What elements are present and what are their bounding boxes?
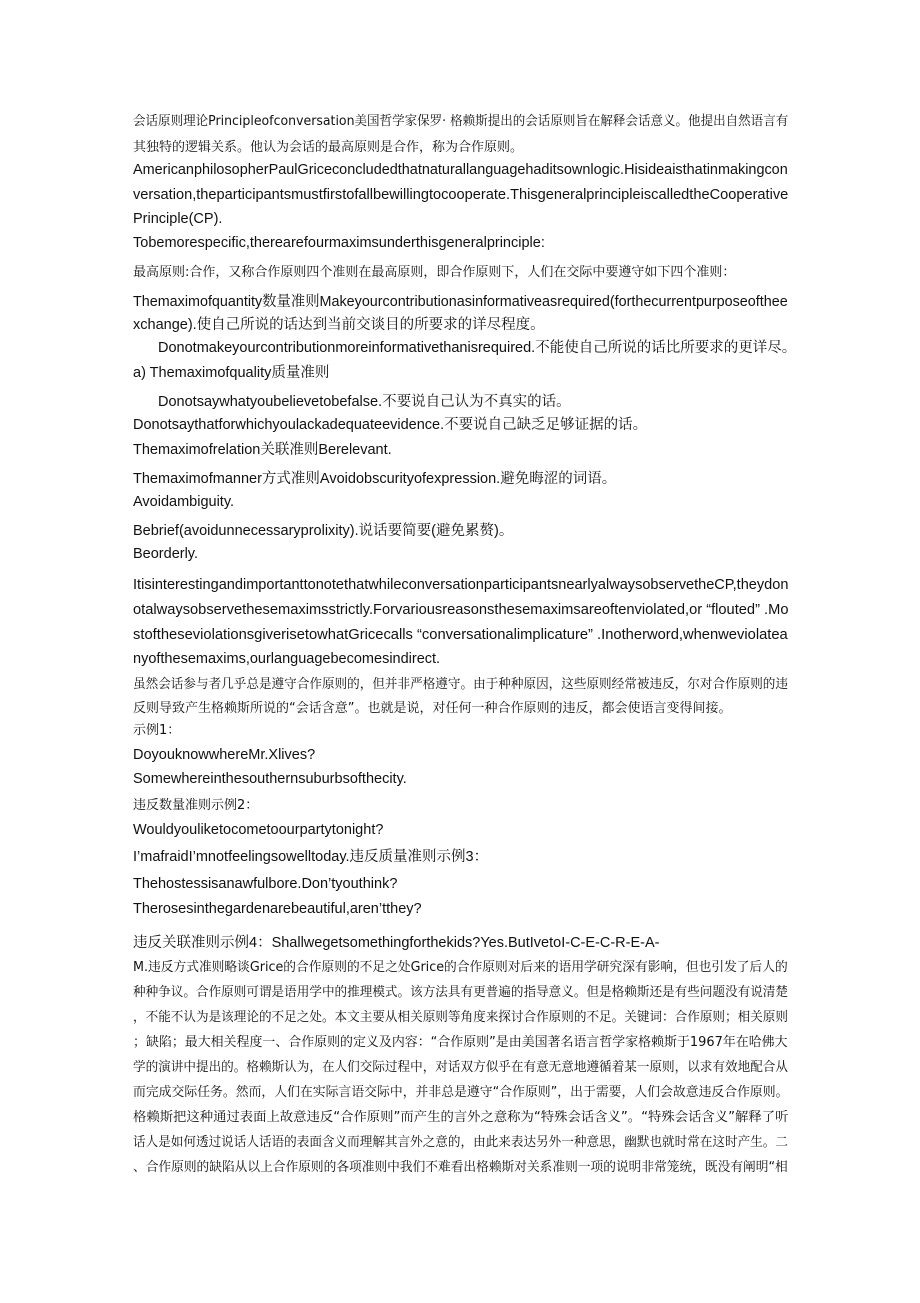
text-line: Somewhereinthesouthernsuburbsofthecity. [133, 771, 407, 787]
text-line: Donotsaywhatyoubelievetobefalse.不要说自己认为不真实的话。 [158, 394, 571, 410]
text-line: DoyouknowwhereMr.Xlives? [133, 747, 316, 763]
text-line: 违反数量准则示例2： [133, 798, 259, 813]
text-line: nyofthesemaxims,ourlanguagebecomesindirect. [133, 651, 441, 667]
text-line: AmericanphilosopherPaulGriceconcludedthatnaturallanguagehaditsownlogic.Hisideaisthatinmakingcon [133, 162, 788, 178]
text-line: 学的演讲中提出的。格赖斯认为，在人们交际过程中，对话双方似乎在有意无意地遵循着某一原则，以求有效地配合从 [133, 1060, 789, 1075]
text-line: ItisinterestingandimportanttonotethatwhileconversationparticipantsnearlyalwaysobservetheCP,theydon [133, 577, 789, 593]
text-line: Donotmakeyourcontributionmoreinformativethanisrequired.不能使自己所说的话比所要求的更详尽。 [158, 340, 797, 356]
text-line: 违反关联准则示例4：Shallwegetsomethingforthekids?Yes.ButIvetoI-C-E-C-R-E-A- [133, 935, 660, 951]
text-line: 而完成交际任务。然而，人们在实际言语交际中，并非总是遵守“合作原则”，出于需要，人们会故意违反合作原则。 [133, 1085, 789, 1100]
text-line: 、合作原则的缺陷从以上合作原则的各项准则中我们不难看出格赖斯对关系准则一项的说明非常笼统，既没有阐明“相 [133, 1160, 788, 1175]
text-line: ；缺陷；最大相关程度一、合作原则的定义及内容：“合作原则”是由美国著名语言哲学家格赖斯于1967年在哈佛大 [133, 1035, 788, 1050]
text-line: versation,theparticipantsmustfirstofallbewillingtocooperate.ThisgeneralprincipleiscalledtheCooperative [133, 187, 789, 203]
text-line: I’mafraidI’mnotfeelingsowelltoday.违反质量准则示例3： [133, 849, 489, 865]
text-line: a) Themaximofquality质量准则 [133, 365, 330, 381]
text-line: ，不能不认为是该理论的不足之处。本文主要从相关原则等角度来探讨合作原则的不足。关键词：合作原则；相关原则 [133, 1010, 789, 1025]
text-line: Thehostessisanawfulbore.Don’tyouthink? [133, 876, 398, 892]
text-line: 示例1： [133, 723, 181, 738]
text-line: Themaximofmanner方式准则Avoidobscurityofexpression.避免晦涩的词语。 [133, 471, 617, 487]
text-line: 格赖斯把这种通过表面上故意违反“合作原则”而产生的言外之意称为“特殊会话含义”。“特殊会话含义”解释了听 [133, 1110, 789, 1125]
text-line: Therosesinthegardenarebeautiful,aren’tthey? [133, 901, 422, 917]
text-line: 反则导致产生格赖斯所说的“会话含意”。也就是说，对任何一种合作原则的违反，都会使语言变得间接。 [133, 701, 732, 716]
text-line: Bebrief(avoidunnecessaryprolixity).说话要简要(避免累赘)。 [133, 523, 514, 539]
text-line: M.违反方式准则略谈Grice的合作原则的不足之处Grice的合作原则对后来的语用学研究深有影响，但也引发了后人的 [133, 960, 788, 975]
text-line: otalwaysobservethesemaximsstrictly.Forvariousreasonsthesemaximsareoftenviolated,or “flouted” .Mo [133, 602, 789, 618]
text-line: 其独特的逻辑关系。他认为会话的最高原则是合作，称为合作原则。 [133, 140, 524, 155]
text-line: Principle(CP). [133, 211, 223, 227]
text-line: 话人是如何透过说话人话语的表面含义而理解其言外之意的，由此来表达另外一种意思，幽默也就时常在这时产生。二 [133, 1135, 789, 1150]
text-line: Avoidambiguity. [133, 494, 235, 510]
text-line: xchange).使自己所说的话达到当前交谈目的所要求的详尽程度。 [133, 317, 545, 333]
text-line: stoftheseviolationsgiverisetowhatGricecalls “conversationalimplicature” .Inotherword,whenweviolatea [133, 627, 788, 643]
text-line: 最高原则:合作，又称合作原则四个准则在最高原则，即合作原则下，人们在交际中要遵守如下四个准则： [133, 265, 736, 280]
text-line: Wouldyouliketocometoourpartytonight? [133, 822, 384, 838]
text-line: 会话原则理论Principleofconversation美国哲学家保罗· 格赖斯提出的会话原则旨在解释会话意义。他提出自然语言有 [133, 114, 789, 129]
text-line: Donotsaythatforwhichyoulackadequateevidence.不要说自己缺乏足够证据的话。 [133, 417, 648, 433]
text-line: Tobemorespecific,therearefourmaximsunderthisgeneralprinciple: [133, 235, 545, 251]
text-line: Themaximofquantity数量准则Makeyourcontributionasinformativeasrequired(forthecurrentpurposeofthee [133, 294, 788, 310]
text-line: 虽然会话参与者几乎总是遵守合作原则的，但并非严格遵守。由于种种原因，这些原则经常被违反，尔对合作原则的违 [133, 677, 789, 692]
text-line: Beorderly. [133, 546, 199, 562]
text-line: 种种争议。合作原则可谓是语用学中的推理模式。该方法具有更普遍的指导意义。但是格赖斯还是有些问题没有说清楚 [133, 985, 789, 1000]
text-line: Themaximofrelation关联准则Berelevant. [133, 442, 392, 458]
